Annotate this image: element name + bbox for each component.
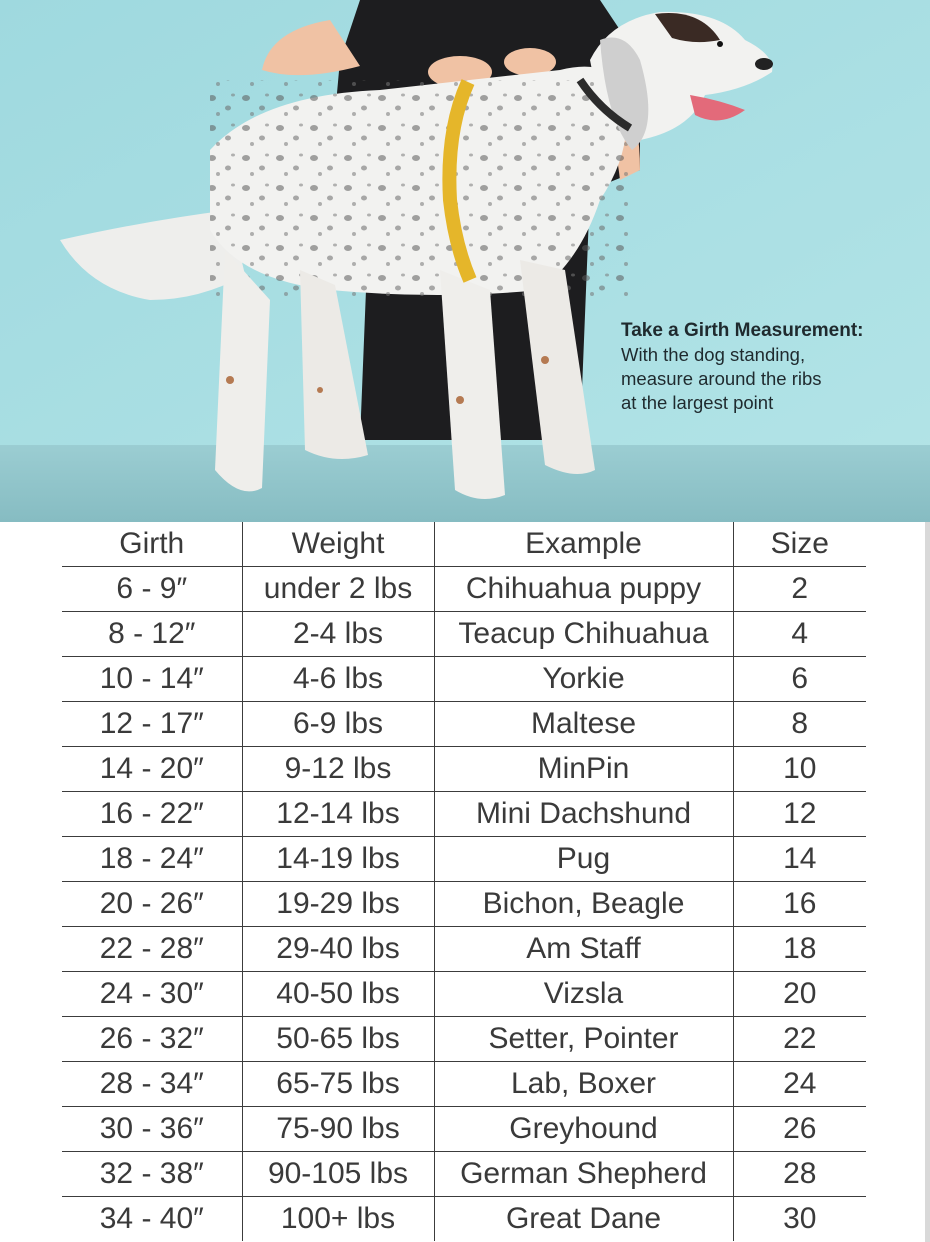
table-row — [62, 612, 866, 657]
table-header-row — [62, 522, 866, 567]
cell-size: 22 — [733, 1017, 866, 1062]
cell-weight: 19-29 lbs — [242, 882, 434, 927]
cell-girth: 6 - 9″ — [62, 567, 242, 612]
size-chart-table — [62, 522, 866, 1241]
table-row — [62, 747, 866, 792]
table-row — [62, 1152, 866, 1197]
cell-example: Pug — [434, 837, 733, 882]
cell-girth: 12 - 17″ — [62, 702, 242, 747]
cell-example: Greyhound — [434, 1107, 733, 1152]
cell-weight: 4-6 lbs — [242, 657, 434, 702]
right-edge-strip — [925, 522, 930, 1242]
table-row — [62, 1107, 866, 1152]
cell-example: Great Dane — [434, 1197, 733, 1242]
cell-size: 24 — [733, 1062, 866, 1107]
caption-line: at the largest point — [621, 392, 774, 413]
cell-girth: 14 - 20″ — [62, 747, 242, 792]
header-girth: Girth — [62, 522, 242, 567]
table-row — [62, 567, 866, 612]
cell-girth: 28 - 34″ — [62, 1062, 242, 1107]
cell-size: 30 — [733, 1197, 866, 1242]
cell-example: MinPin — [434, 747, 733, 792]
cell-size: 2 — [733, 567, 866, 612]
cell-weight: 29-40 lbs — [242, 927, 434, 972]
cell-size: 16 — [733, 882, 866, 927]
cell-size: 26 — [733, 1107, 866, 1152]
cell-girth: 26 - 32″ — [62, 1017, 242, 1062]
cell-weight: 65-75 lbs — [242, 1062, 434, 1107]
cell-example: Chihuahua puppy — [434, 567, 733, 612]
header-weight: Weight — [242, 522, 434, 567]
cell-weight: 100+ lbs — [242, 1197, 434, 1242]
table-row — [62, 792, 866, 837]
cell-girth: 32 - 38″ — [62, 1152, 242, 1197]
cell-size: 12 — [733, 792, 866, 837]
table-row — [62, 927, 866, 972]
cell-example: Maltese — [434, 702, 733, 747]
cell-weight: 90-105 lbs — [242, 1152, 434, 1197]
girth-caption — [621, 319, 921, 415]
caption-line: measure around the ribs — [621, 368, 822, 389]
table-row — [62, 657, 866, 702]
cell-girth: 34 - 40″ — [99, 1202, 204, 1235]
cell-weight: 9-12 lbs — [242, 747, 434, 792]
cell-example: Am Staff — [434, 927, 733, 972]
cell-girth: 30 - 36″ — [62, 1107, 242, 1152]
table-row — [62, 1017, 866, 1062]
cell-weight: 2-4 lbs — [242, 612, 434, 657]
table-row — [62, 1197, 866, 1242]
cell-weight: 12-14 lbs — [242, 792, 434, 837]
cell-size: 14 — [733, 837, 866, 882]
cell-size: 8 — [733, 702, 866, 747]
table-row — [62, 972, 866, 1017]
cell-example: Mini Dachshund — [434, 792, 733, 837]
cell-weight: 75-90 lbs — [242, 1107, 434, 1152]
caption-line: With the dog standing, — [621, 344, 806, 365]
table-row — [62, 702, 866, 747]
cell-example: Teacup Chihuahua — [434, 612, 733, 657]
cell-size: 4 — [733, 612, 866, 657]
girth-measurement-photo — [0, 0, 930, 522]
cell-girth: 16 - 22″ — [62, 792, 242, 837]
cell-size: 18 — [733, 927, 866, 972]
cell-example: Lab, Boxer — [434, 1062, 733, 1107]
cell-example: Setter, Pointer — [434, 1017, 733, 1062]
cell-girth: 20 - 26″ — [62, 882, 242, 927]
cell-weight: 50-65 lbs — [242, 1017, 434, 1062]
cell-size: 6 — [733, 657, 866, 702]
header-example: Example — [434, 522, 733, 567]
cell-size: 20 — [733, 972, 866, 1017]
cell-size: 10 — [733, 747, 866, 792]
cell-example: German Shepherd — [434, 1152, 733, 1197]
cell-girth: 24 - 30″ — [62, 972, 242, 1017]
cell-girth: 18 - 24″ — [62, 837, 242, 882]
cell-girth: 10 - 14″ — [62, 657, 242, 702]
header-size: Size — [733, 522, 866, 567]
table-row — [62, 1062, 866, 1107]
cell-size: 28 — [733, 1152, 866, 1197]
cell-weight: 14-19 lbs — [242, 837, 434, 882]
cell-weight: 6-9 lbs — [242, 702, 434, 747]
cell-example: Bichon, Beagle — [434, 882, 733, 927]
table-row — [62, 882, 866, 927]
cell-example: Vizsla — [434, 972, 733, 1017]
cell-girth: 8 - 12″ — [62, 612, 242, 657]
cell-weight: 40-50 lbs — [242, 972, 434, 1017]
cell-girth: 22 - 28″ — [62, 927, 242, 972]
cell-weight: under 2 lbs — [242, 567, 434, 612]
caption-title: Take a Girth Measurement: — [621, 320, 864, 341]
cell-example: Yorkie — [434, 657, 733, 702]
table-row — [62, 837, 866, 882]
